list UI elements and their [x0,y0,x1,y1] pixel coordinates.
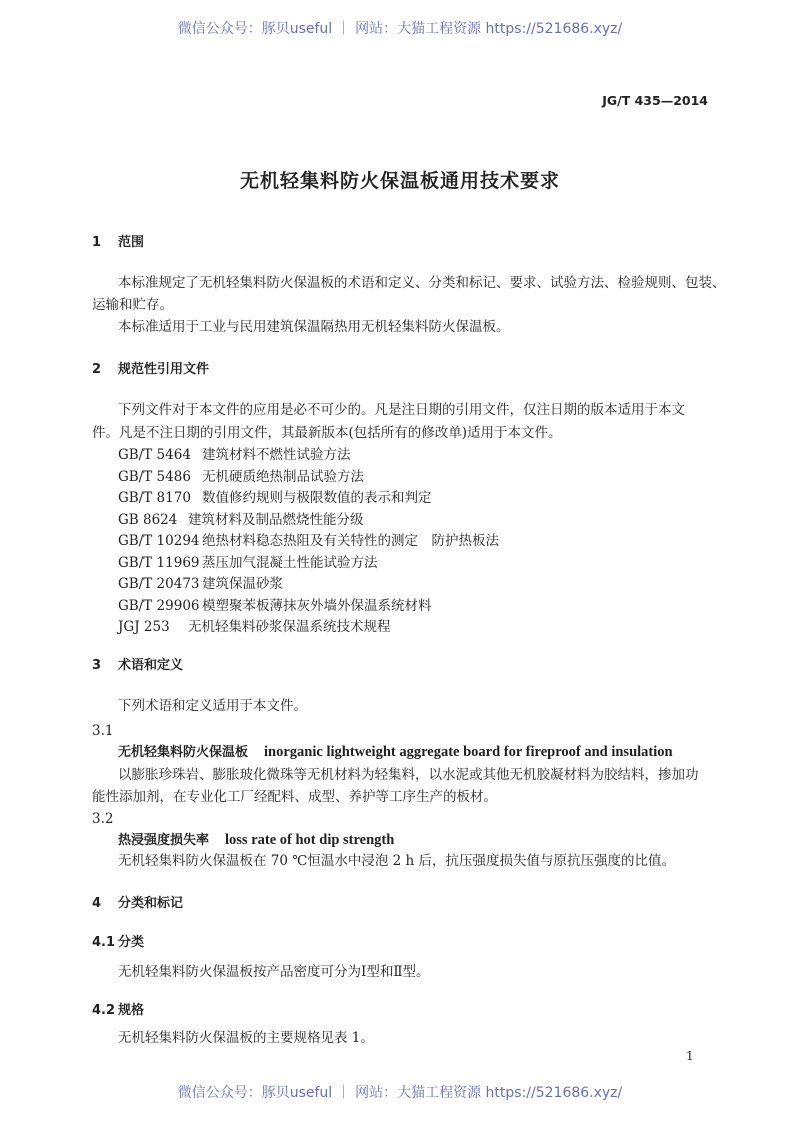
term-number: 3.1 [92,723,114,739]
reference-title: 模塑聚苯板薄抹灰外墙外保温系统材料 [202,597,432,614]
reference-title: 建筑材料及制品燃烧性能分级 [188,511,364,528]
section-4-1-heading: 4.1 分类 [92,935,145,950]
reference-item [118,511,364,529]
reference-code: JGJ 253 [118,619,170,635]
reference-title: 无机轻集料砂浆保温系统技术规程 [188,619,391,635]
reference-title: 无机硬质绝热制品试验方法 [202,468,364,485]
reference-code: GB/T 20473 [118,576,200,592]
paragraph: 件。凡是不注日期的引用文件，其最新版本(包括所有的修改单)适用于本文件。 [92,425,562,441]
reference-item [118,597,432,615]
section-4-2-heading: 4.2 规格 [92,1003,145,1018]
watermark-top: 微信公众号：豚贝useful ｜ 网站：大猫工程资源 https://521686.xyz/ [177,21,623,37]
paragraph: 本标准适用于工业与民用建筑保温隔热用无机轻集料防火保温板。 [118,319,510,335]
paragraph: 运输和贮存。 [92,297,173,313]
reference-item [118,489,432,507]
term-heading: 热浸强度损失率 loss rate of hot dip strength [118,832,395,848]
watermark-bottom: 微信公众号：豚贝useful ｜ 网站：大猫工程资源 https://521686.xyz/ [177,1085,623,1101]
reference-title: 建筑材料不燃性试验方法 [202,447,351,463]
paragraph: 无机轻集料防火保温板在 70 ℃恒温水中浸泡 2 h 后，抗压强度损失值与原抗压强度的比值。 [118,853,676,869]
section-3-heading: 3 术语和定义 [92,658,184,673]
page-title: 无机轻集料防火保温板通用技术要求 [239,170,560,192]
reference-code: GB 8624 [118,511,178,528]
paragraph: 以膨胀珍珠岩、膨胀玻化微珠等无机材料为轻集料，以水泥或其他无机胶凝材料为胶结料，掺加功 [118,767,699,783]
reference-item [118,446,351,464]
reference-code: GB/T 10294 [118,533,200,549]
reference-code: GB/T 5464 [118,447,191,463]
paragraph: 能性添加剂，在专业化工厂经配料、成型、养护等工序生产的板材。 [92,789,497,805]
term-number: 3.2 [92,811,114,827]
section-4-heading: 4 分类和标记 [92,896,184,911]
reference-code: GB/T 5486 [118,468,191,485]
paragraph: 无机轻集料防火保温板的主要规格见表 1。 [118,1030,374,1046]
reference-item [118,554,378,572]
paragraph: 下列文件对于本文件的应用是必不可少的。凡是注日期的引用文件，仅注日期的版本适用于本文 [118,402,685,418]
reference-item [118,532,499,550]
page-number: 1 [686,1049,694,1063]
standard-number: JG/T 435—2014 [602,93,708,108]
section-1-heading: 1 范围 [92,235,145,250]
reference-code: GB/T 29906 [118,597,200,614]
reference-title: 建筑保温砂浆 [202,576,283,592]
reference-title: 数值修约规则与极限数值的表示和判定 [202,490,432,506]
term-heading: 无机轻集料防火保温板 inorganic lightweight aggregate board for fireproof and insulation [118,744,673,760]
paragraph: 无机轻集料防火保温板按产品密度可分为Ⅰ型和Ⅱ型。 [118,964,430,980]
paragraph: 下列术语和定义适用于本文件。 [118,698,307,714]
reference-item [118,468,364,486]
reference-code: GB/T 8170 [118,490,191,506]
reference-title: 绝热材料稳态热阻及有关特性的测定 防护热板法 [202,533,499,549]
reference-item [118,575,283,593]
paragraph: 本标准规定了无机轻集料防火保温板的术语和定义、分类和标记、要求、试验方法、检验规则、包装、 [118,275,726,291]
section-2-heading: 2 规范性引用文件 [92,362,210,377]
reference-title: 蒸压加气混凝土性能试验方法 [202,554,378,571]
reference-code: GB/T 11969 [118,554,200,571]
reference-item [118,618,391,636]
